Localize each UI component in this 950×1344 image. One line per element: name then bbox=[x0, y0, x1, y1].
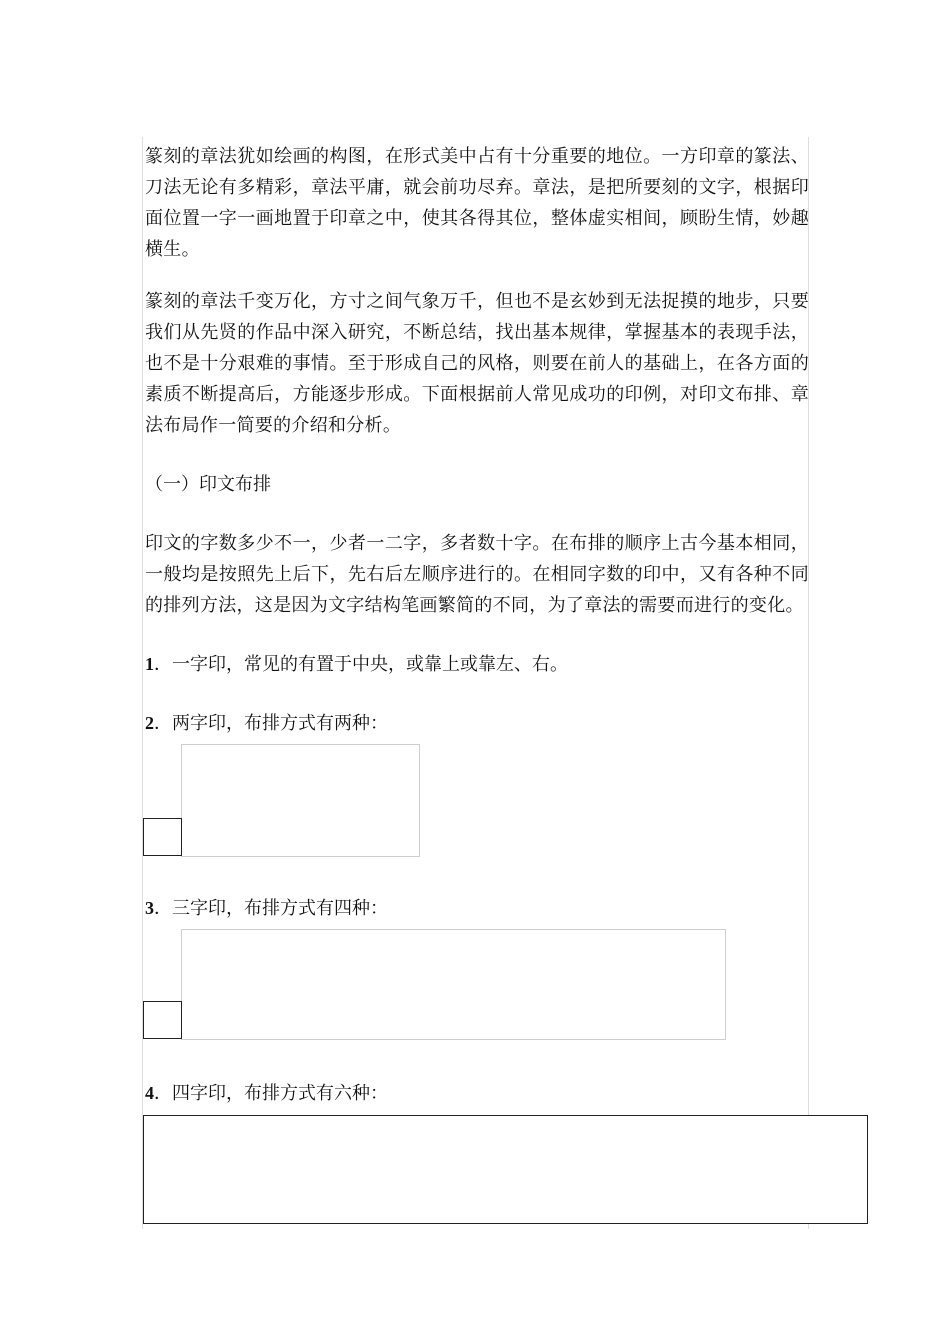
intro-paragraph: 印文的字数多少不一，少者一二字，多者数十字。在布排的顺序上古今基本相同，一般均是按照先上后下，先右后左顺序进行的。在相同字数的印中，又有各种不同的排列方法，这是因为文字结构笔画繁简的不同，为了章法的需要而进行的变化。 bbox=[145, 533, 809, 616]
seal-layout-placeholder-two-char bbox=[181, 744, 420, 857]
seal-thumbnail-placeholder bbox=[143, 818, 182, 856]
seal-layout-placeholder-three-char bbox=[181, 929, 726, 1040]
paragraph-1: 篆刻的章法犹如绘画的构图，在形式美中占有十分重要的地位。一方印章的篆法、刀法无论有多精彩，章法平庸，就会前功尽弃。章法，是把所要刻的文字，根据印面位置一字一画地置于印章之中，使其各得其位，整体虚实相间，顾盼生情，妙趣横生。 bbox=[145, 146, 809, 260]
list-item-number: 1 bbox=[145, 654, 154, 674]
list-item-3 bbox=[145, 893, 388, 924]
seal-thumbnail-placeholder bbox=[143, 1001, 182, 1039]
list-item-text: ．两字印，布排方式有两种： bbox=[154, 713, 388, 734]
list-item-number: 4 bbox=[145, 1083, 154, 1103]
section-heading: （一）印文布排 bbox=[145, 474, 271, 495]
left-border-line bbox=[142, 137, 143, 1229]
list-item-text: ．四字印，布排方式有六种： bbox=[154, 1083, 388, 1104]
list-item-4 bbox=[145, 1078, 388, 1109]
list-item-number: 2 bbox=[145, 713, 154, 733]
paragraph-2: 篆刻的章法千变万化，方寸之间气象万千，但也不是玄妙到无法捉摸的地步，只要我们从先贤的作品中深入研究，不断总结，找出基本规律，掌握基本的表现手法，也不是十分艰难的事情。至于形成自己的风格，则要在前人的基础上，在各方面的素质不断提高后，方能逐步形成。下面根据前人常见成功的印例，对印文布排、章法布局作一简要的介绍和分析。 bbox=[145, 291, 809, 436]
list-item-text: ．三字印，布排方式有四种： bbox=[154, 898, 388, 919]
seal-layout-placeholder-four-char bbox=[143, 1115, 868, 1224]
list-item-2 bbox=[145, 708, 388, 739]
list-item-number: 3 bbox=[145, 898, 154, 918]
list-item-1 bbox=[145, 649, 568, 680]
list-item-text: ．一字印，常见的有置于中央，或靠上或靠左、右。 bbox=[154, 654, 568, 675]
